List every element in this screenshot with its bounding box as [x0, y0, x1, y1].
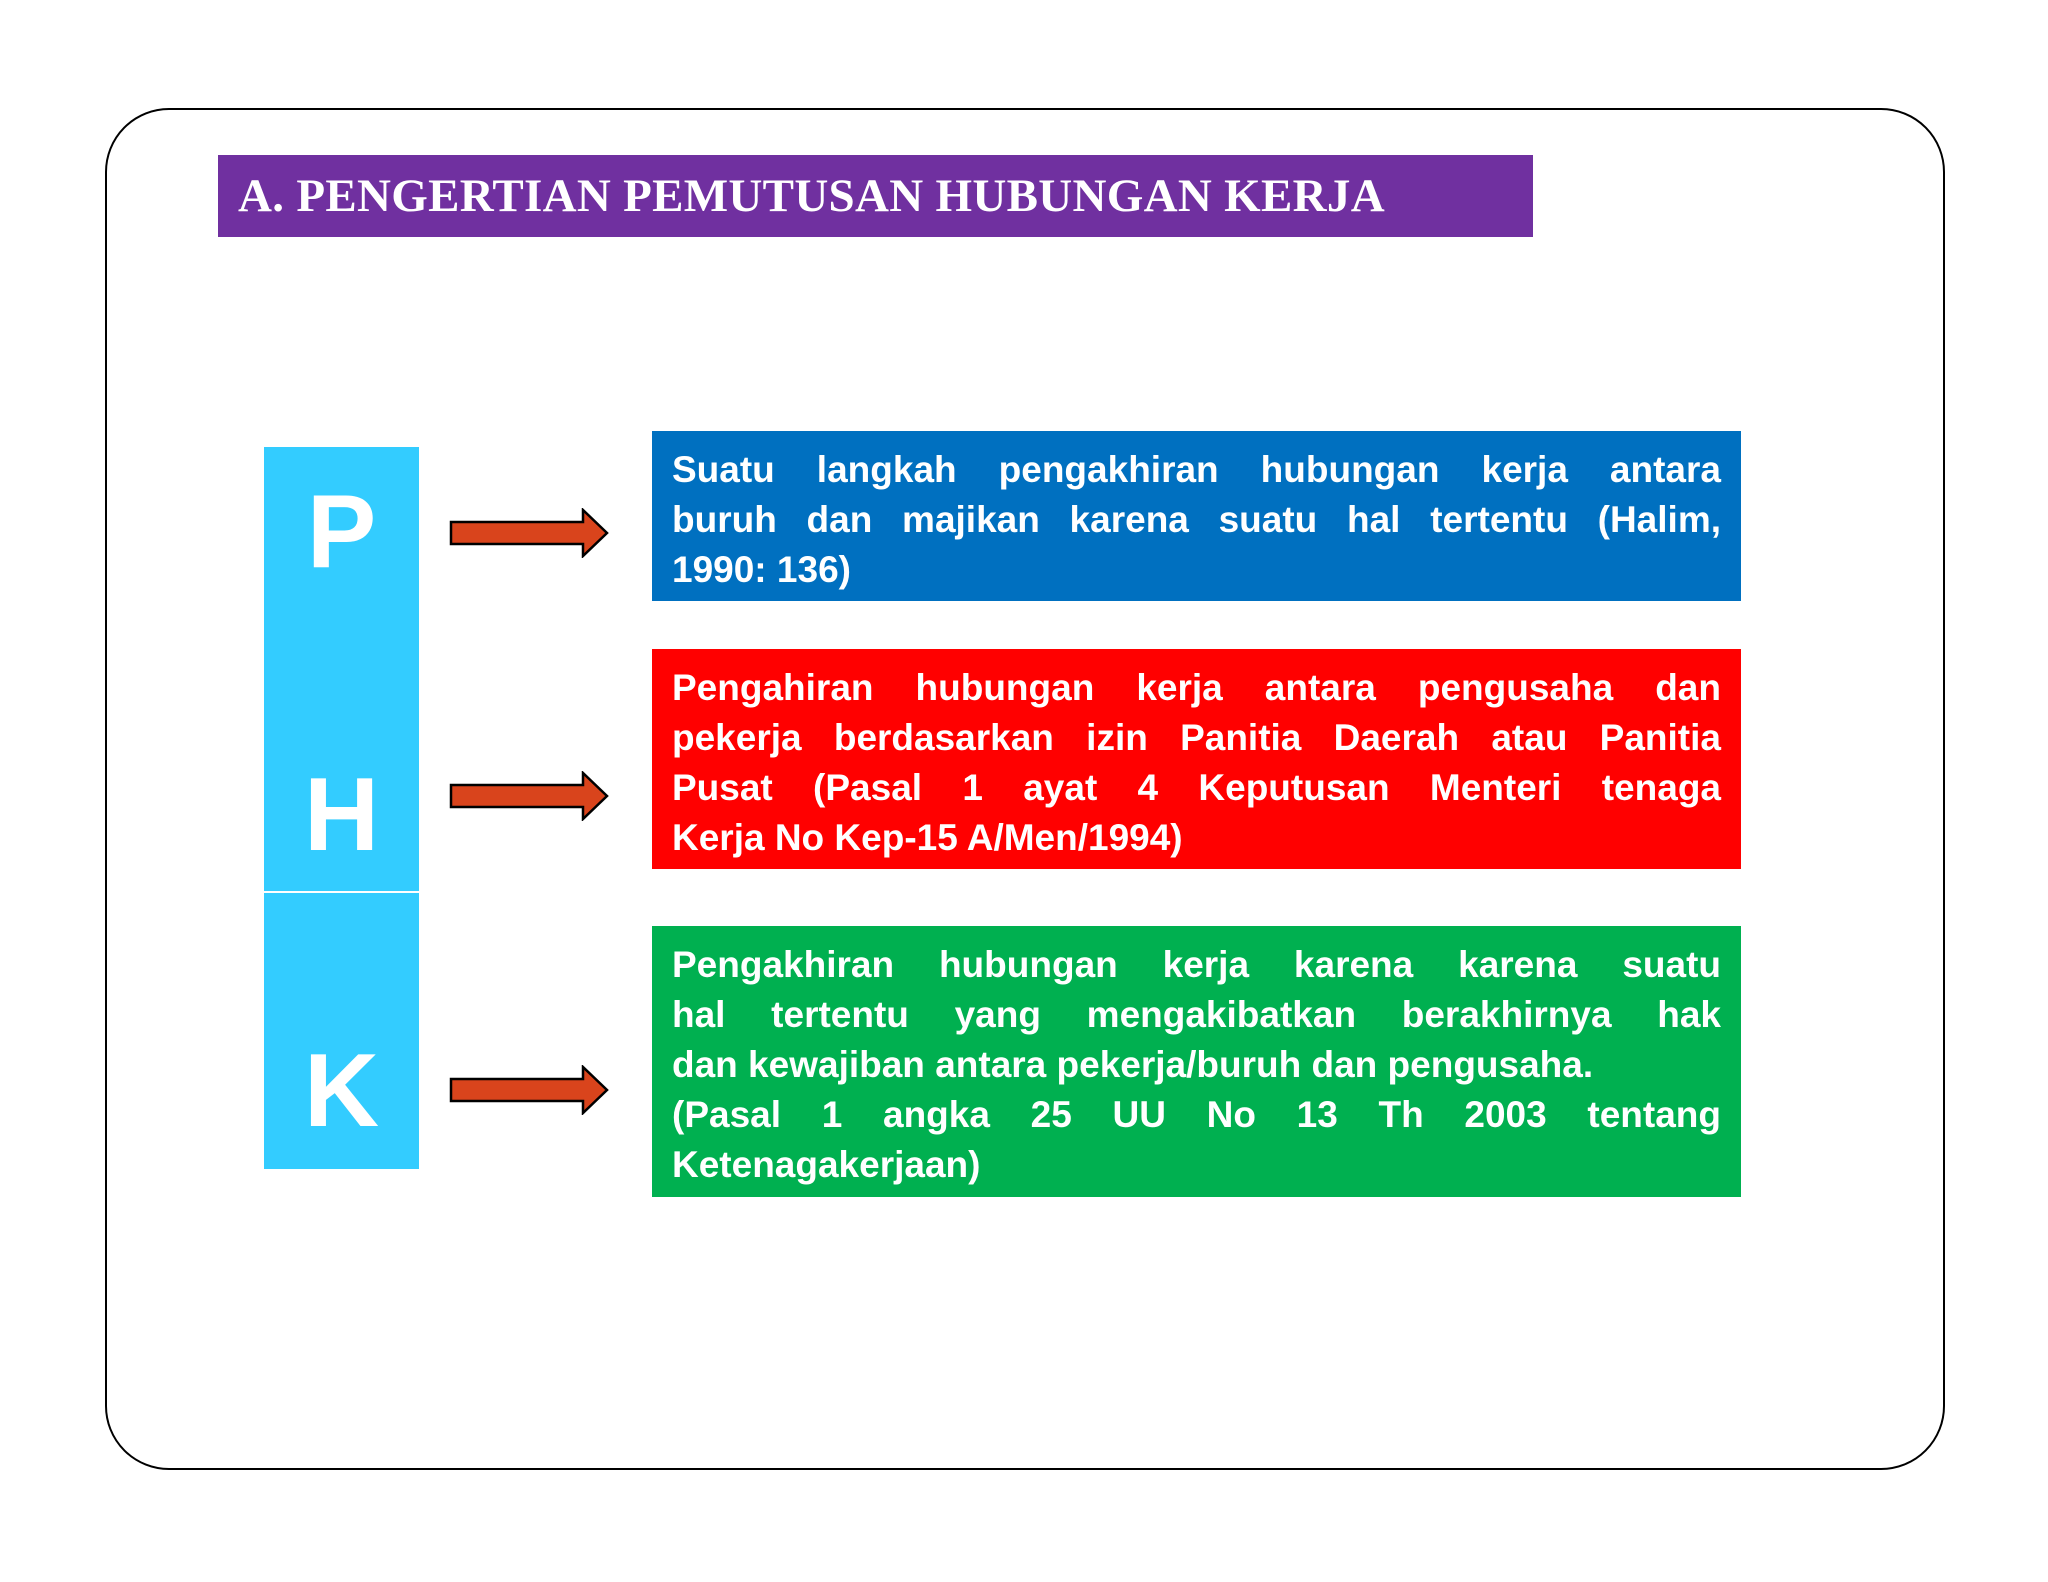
definition-line: hal tertentu yang mengakibatkan berakhirnya hak [672, 994, 1721, 1035]
definition-box-kepmen [652, 649, 1741, 869]
definition-line: Ketenagakerjaan) [672, 1144, 981, 1185]
definition-line: Pusat (Pasal 1 ayat 4 Keputusan Menteri tenaga [672, 767, 1721, 808]
definition-line: Pengakhiran hubungan kerja karena karena suatu [672, 944, 1721, 985]
definition-line: pekerja berdasarkan izin Panitia Daerah atau Panitia [672, 717, 1721, 758]
definition-line: (Pasal 1 angka 25 UU No 13 Th 2003 tentang [672, 1094, 1721, 1135]
arrow-right-icon [449, 771, 609, 821]
definition-line: buruh dan majikan karena suatu hal tertentu (Halim, [672, 499, 1721, 540]
definition-box-uu [652, 926, 1741, 1197]
definition-line: Suatu langkah pengakhiran hubungan kerja antara [672, 449, 1721, 490]
definition-line: Kerja No Kep-15 A/Men/1994) [672, 817, 1183, 858]
definition-line: 1990: 136) [672, 549, 851, 590]
phk-letter-k: K [303, 1033, 380, 1149]
definition-line: Pengahiran hubungan kerja antara pengusaha dan [672, 667, 1721, 708]
phk-acronym-column [264, 447, 419, 1169]
arrow-right-icon [449, 508, 609, 558]
arrow-right-icon [449, 1065, 609, 1115]
phk-letter-h: H [303, 757, 380, 873]
page-title: A. PENGERTIAN PEMUTUSAN HUBUNGAN KERJA [218, 155, 1533, 237]
definition-line: dan kewajiban antara pekerja/buruh dan pengusaha. [672, 1044, 1594, 1085]
phk-letter-p: P [306, 474, 377, 590]
definition-box-halim [652, 431, 1741, 601]
